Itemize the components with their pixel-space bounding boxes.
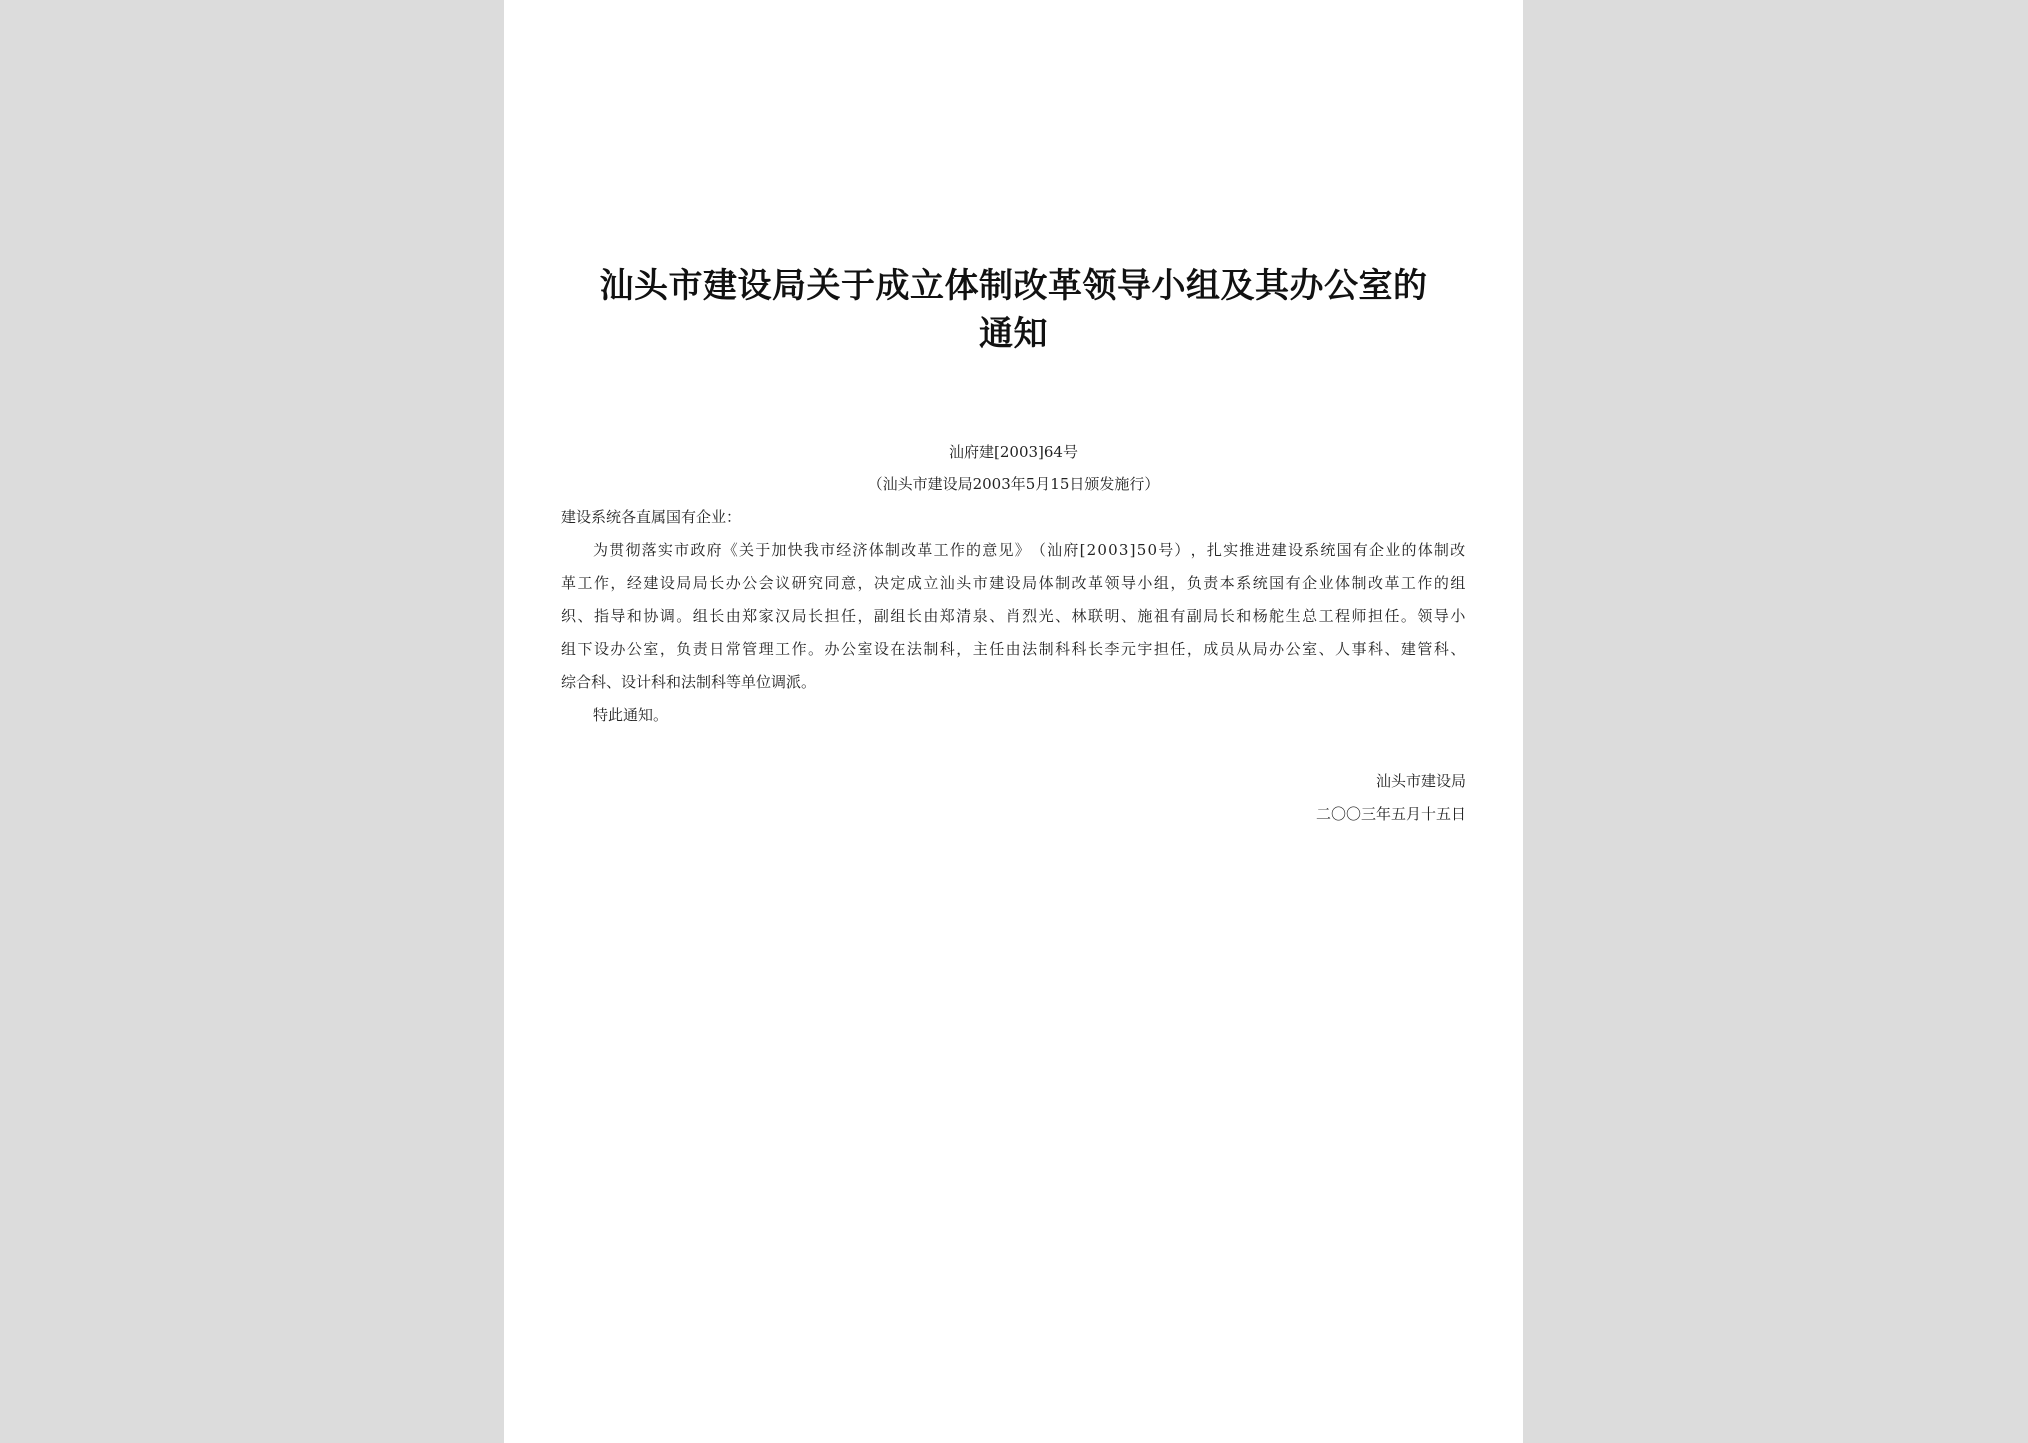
body-line bbox=[561, 671, 1466, 704]
body-line: 织 、 指 导 和 协 调 。 组 长 由 郑 家 汉 局 长 担 任 ， 副 组 长 由 郑 清 泉 、 肖 烈 光 、 林 联 明 、 施 祖 有 副 局 长 和 杨 舵 生 总 工 程 师 担 任 。 领 导 小 bbox=[561, 607, 1466, 625]
body-line: 组 下 设 办 公 室 ， 负 责 日 常 管 理 工 作 。 办 公 室 设 在 法 制 科 ， 主 任 由 法 制 科 科 长 李 元 宇 担 任 ， 成 员 从 局 办 公 室 、 人 事 科 、 建 管 科 、 bbox=[561, 640, 1466, 658]
title-line-1: 汕头市建设局关于成立体制改革领导小组及其办公室的 bbox=[599, 266, 1428, 306]
document-page bbox=[504, 0, 1523, 1443]
signature-organization: 汕头市建设局 bbox=[1375, 772, 1466, 790]
addressee: 建设系统各直属国有企业： bbox=[561, 508, 742, 526]
title-line-2: 通知 bbox=[979, 314, 1048, 354]
body-paragraph bbox=[561, 539, 1466, 704]
issued-note: （汕头市建设局2003年5月15日颁发施行） bbox=[867, 475, 1160, 493]
closing-remark: 特此通知。 bbox=[593, 706, 669, 724]
signature-date: 二〇〇三年五月十五日 bbox=[1315, 805, 1466, 823]
body-line: 为 贯 彻 落 实 市 政 府 《 关 于 加 快 我 市 经 济 体 制 改 革 工 作 的 意 见 》 （ 汕 府 [ 2 0 0 3 ] 5 0 号 ） ， 扎 实 推 进 建 设 系 统 国 有 企 业 的 体 制 改 bbox=[593, 541, 1466, 559]
body-line: 革 工 作 ， 经 建 设 局 局 长 办 公 会 议 研 究 同 意 ， 决 定 成 立 汕 头 市 建 设 局 体 制 改 革 领 导 小 组 ， 负 责 本 系 统 国 有 企 业 体 制 改 革 工 作 的 组 bbox=[561, 574, 1466, 592]
document-number: 汕府建[2003]64号 bbox=[949, 443, 1078, 461]
document-title bbox=[544, 262, 1483, 358]
body-line-text: 综合科、设计科和法制科等单位调派。 bbox=[561, 673, 817, 691]
